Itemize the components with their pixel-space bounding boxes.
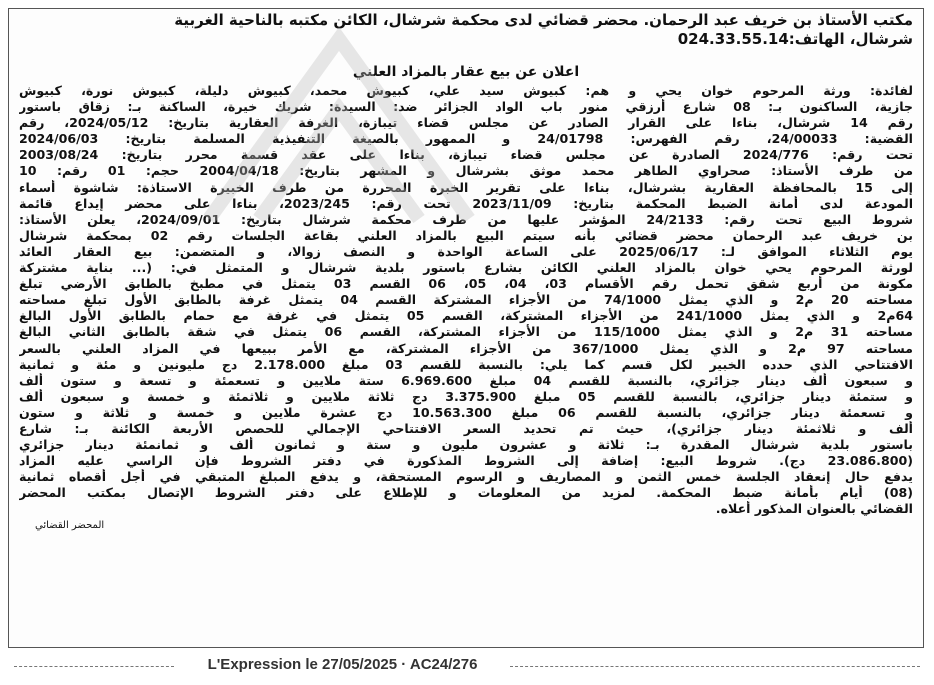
notice-text-line: رقم 14 شرشال، بناءا على القرار الصادر عن مجلس قضاء تيبازة، الغرفة العقارية بتاريخ: 2024/05/12، رقم — [19, 115, 913, 131]
notice-text-line: مساحته 20 م2 و الذي يمثل 74/1000 من الأجزاء المشتركة القسم 04 يتمثل غرفة بالطابق الأول تبلغ مساحته — [19, 292, 913, 308]
notice-text-line: باستور بلدية شرشال المقدرة بـ: ثلاثة و عشرون مليون و ستة و ثمانون ألف و ثمانمئة دينار جزائري — [19, 437, 913, 453]
notice-text-line: بن خريف عبد الرحمان محضر قضائي بأنه سيتم البيع بالمزاد العلني بقاعة الجلسات رقم 02 بمحكمة شرشال — [19, 227, 913, 243]
notice-text-line: يوم الثلاثاء الموافق لـ: 2025/06/17 على الساعة الواحدة و النصف زوالا، و المتضمن: بيع العقار العائد — [19, 243, 913, 259]
notice-text-line: القضائي بالعنوان المذكور أعلاه. — [715, 501, 913, 517]
footer-rule-right — [510, 666, 920, 667]
notice-text-line: و ستمئة دينار جزائري، بالنسبة للقسم 05 مبلغ 3.375.900 دج ثلاثة ملايين و ثلاثمئة و خمسة و سبعون ألف — [19, 388, 913, 404]
notice-text-line: يدفع حال إنعقاد الجلسة خمس الثمن و المصاريف و الرسوم المستحقة، و يدفع المبلغ المتبقي في أجل أقصاه ثمانية — [19, 469, 913, 485]
notice-text-line: شروط البيع تحت رقم: 24/2133 المؤشر عليها من طرف محكمة شرشال بتاريخ: 2024/09/01، يعلن الأستاذ: — [19, 211, 913, 227]
notice-text-line: ألف و ثلاثمئة دينار جزائري)، حيث تم تحديد السعر الافتتاحي الإجمالي للحصص الأربعة الكائنة بـ: شارع — [19, 420, 913, 436]
notice-text-line: القضية: 24/00033، رقم الفهرس: 24/01798 و الممهور بالصيغة التنفيذية المسلمة بتاريخ: 2024/06/03 — [19, 131, 913, 147]
notice-text-line: مساحته 31 م2 و الذي يمثل 115/1000 من الأجزاء المشتركة، القسم 06 يتمثل في شقة بالطابق الثاني البالغ — [19, 324, 913, 340]
newspaper-footer — [0, 652, 934, 682]
footer-rule-left — [14, 666, 174, 667]
notice-text-line: و تسعمئة دينار جزائري، بالنسبة للقسم 06 مبلغ 10.563.300 دج عشرة ملايين و خمسة و ثلاثة و ستون — [19, 404, 913, 420]
bailiff-office-header: مكتب الأستاذ بن خريف عبد الرحمان. محضر قضائي لدى محكمة شرشال، الكائن مكتبه بالناحية الغربية — [174, 11, 913, 29]
notice-text-line: 64م2 و الذي يمثل 241/1000 من الأجزاء المشتركة، القسم 05 يتمثل في غرفة مع حمام بالطابق الأول البالغ — [19, 308, 913, 324]
notice-title: اعلان عن بيع عقار بالمزاد العلني — [352, 64, 580, 80]
notice-text-line: إلى 15 بالمحافظة العقارية بشرشال، بناءا على تقرير الخبرة المحررة من طرف الخبيرة الاستاذة: شاشوة أسماء — [19, 179, 913, 195]
notice-text-line: تحت رقم: 2024/776 الصادرة عن مجلس قضاء تيبازة، بناءا على عقد قسمة محرر بتاريخ: 2003/08/24 — [19, 147, 913, 163]
notice-text-line: من طرف الأستاذ: صحراوي الطاهر محمد موثق بشرشال و المشهر بتاريخ: 2004/04/18 حجم: 01 رقم: 10 — [19, 163, 913, 179]
notice-text-line: المودعة لدى أمانة الضبط المحكمة بتاريخ: 2023/11/09 تحت رقم: 2023/245، بناءا على محضر إيداع قائمة — [19, 195, 913, 211]
bailiff-office-address — [19, 30, 913, 49]
notice-text-line: و سبعون ألف دينار جزائري، بالنسبة للقسم 04 مبلغ 6.969.600 ستة ملايين و تسعمئة و تسعة و ستون ألف — [19, 372, 913, 388]
notice-text-line: (23.086.800 دج). شروط البيع: إضافة إلى الشروط المذكورة في دفتر الشروط فإن الراسي عليه المزاد — [19, 453, 913, 469]
notice-body — [19, 83, 913, 518]
notice-text-line: لفائدة: ورثة المرحوم خوان يحي و هم: كبيوش سيد علي، كبيوش محمد، كبيوش دليلة، كبيوش نورة، كبيوش — [19, 83, 913, 98]
notice-text-line: لورثة المرحوم يحي خوان بالمزاد العلني الكائن بشارع باستور بلدية شرشال و المتمثل في: (... بناية مشتركة — [19, 260, 913, 276]
publication-reference: L'Expression le 27/05/2025 · AC24/276 — [207, 656, 478, 673]
notice-text-line: (08) أيام بأمانة ضبط المحكمة. لمزيد من المعلومات و للإطلاع على دفتر الشروط الإتصال بمكتب المحضر — [19, 485, 913, 501]
legal-notice-box — [8, 8, 924, 648]
notice-text-line: مكونة من أربع شقق تحمل رقم الأقسام 03، 04، 05، 06 القسم 03 يتمثل في مطبخ بالطابق الأرضي تبلغ — [19, 276, 913, 292]
signature-label: المحضر القضائي — [35, 519, 105, 531]
notice-text-line: مساحته 97 م2 و الذي يمثل 367/1000 من الأجزاء المشتركة، مع الأمر ببيعها في المزاد العلني بالسعر — [19, 340, 913, 356]
notice-text-line: جازية، الساكنون بـ: 08 شارع أرزقي منور باب الواد الجزائر ضد: السيدة: شريك خيرة، الساكنة بـ: زقاق باستور — [19, 99, 913, 115]
phone-number: 024.33.55.14 — [677, 30, 789, 48]
address-label: شرشال، الهاتف: — [788, 30, 913, 48]
notice-text-line: الافتتاحي الذي حدده الخبير لكل قسم كما يلي: بالنسبة للقسم 03 مبلغ 2.178.000 دج مليونين و مئة و ثمانية — [19, 356, 913, 372]
